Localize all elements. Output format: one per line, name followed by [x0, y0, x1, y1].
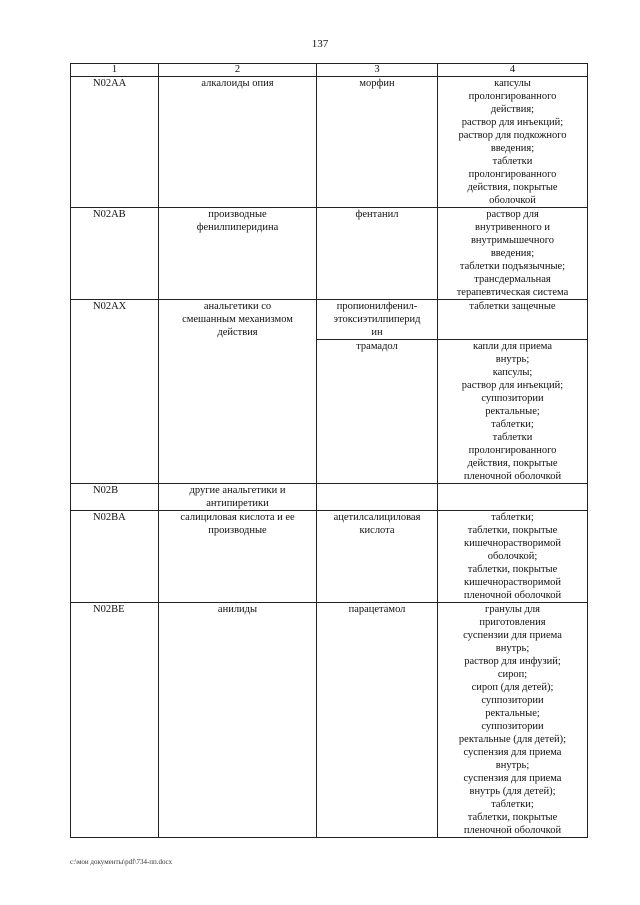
table-row — [71, 511, 588, 603]
substance-name-cell — [317, 208, 438, 300]
substance-name-cell — [317, 484, 438, 511]
atc-code-cell: N02AB — [71, 208, 159, 300]
dosage-form-line: суспензия для приема — [463, 773, 562, 784]
group-name-line: антипиретики — [206, 498, 269, 509]
atc-code-cell: N02BE — [71, 603, 159, 838]
dosage-form-line: трансдермальная — [474, 274, 551, 285]
dosage-form-line: суппозитории — [481, 695, 544, 706]
dosage-form-line: внутримышечного — [470, 235, 555, 246]
atc-code-cell: N02B — [71, 484, 159, 511]
substance-name-line: морфин — [359, 78, 395, 89]
group-name-line: фенилпиперидина — [196, 222, 279, 233]
header-cell-2: 2 — [159, 64, 317, 77]
dosage-form-line: пролонгированного — [468, 91, 557, 102]
dosage-form-line: таблетки защечные — [469, 301, 556, 312]
substance-name-cell — [317, 603, 438, 838]
substance-name-line: фентанил — [355, 209, 399, 220]
substance-name-cell — [317, 77, 438, 208]
group-name-line: другие анальгетики и — [189, 485, 286, 496]
group-name-cell — [159, 208, 317, 300]
substance-name-cell — [317, 340, 438, 484]
dosage-form-line: раствор для инфузий; — [464, 656, 561, 667]
dosage-form-line: раствор для — [486, 209, 539, 220]
dosage-form-line: пролонгированного — [468, 445, 557, 456]
dosage-form-line: сироп (для детей); — [471, 682, 554, 693]
group-name-line: производные — [208, 525, 267, 536]
group-name-line: производные — [208, 209, 267, 220]
group-name-cell — [159, 484, 317, 511]
substance-name-line: этоксиэтилпиперид — [333, 314, 421, 325]
dosage-form-line: суспензии для приема — [463, 630, 562, 641]
dosage-form-line: раствор для подкожного — [458, 130, 567, 141]
dosage-form-line: кишечнорастворимой — [463, 577, 562, 588]
dosage-forms-cell — [438, 208, 588, 300]
header-cell-4: 4 — [438, 64, 588, 77]
dosage-form-line: действия, покрытые — [467, 458, 558, 469]
footer-file-path: c:\мои документы\pdf\734-пп.docx — [70, 858, 173, 866]
atc-code-cell: N02BA — [71, 511, 159, 603]
dosage-forms-cell — [438, 77, 588, 208]
dosage-form-line: внутривенного и — [475, 222, 550, 233]
dosage-forms-cell — [438, 484, 588, 511]
dosage-form-line: таблетки; — [491, 419, 534, 430]
dosage-form-line: гранулы для — [485, 604, 540, 615]
dosage-form-line: ректальные; — [485, 406, 540, 417]
header-cell-3: 3 — [317, 64, 438, 77]
dosage-form-line: капсулы; — [492, 367, 533, 378]
dosage-form-line: суппозитории — [481, 393, 544, 404]
group-name-line: смешанным механизмом — [182, 314, 293, 325]
dosage-form-line: оболочкой — [489, 195, 536, 206]
drug-table — [70, 63, 588, 838]
dosage-form-line: таблетки, покрытые — [467, 525, 558, 536]
dosage-form-line: пленочной оболочкой — [463, 471, 562, 482]
substance-name-line: парацетамол — [348, 604, 406, 615]
dosage-form-line: терапевтическая система — [456, 287, 569, 298]
dosage-form-line: оболочкой; — [487, 551, 538, 562]
dosage-form-line: капли для приема — [473, 341, 552, 352]
dosage-form-line: раствор для инъекций; — [461, 380, 564, 391]
dosage-form-line: кишечнорастворимой — [463, 538, 562, 549]
dosage-form-line: таблетки — [492, 432, 533, 443]
group-name-cell — [159, 511, 317, 603]
dosage-form-line: внутрь; — [495, 643, 530, 654]
group-name-line: действия — [217, 327, 258, 338]
dosage-forms-cell — [438, 603, 588, 838]
dosage-form-line: внутрь; — [495, 760, 530, 771]
table-row — [71, 484, 588, 511]
group-name-line: анилиды — [217, 604, 258, 615]
dosage-form-line: ректальные (для детей); — [458, 734, 567, 745]
group-name-line: салициловая кислота и ее — [180, 512, 295, 523]
table-row — [71, 300, 588, 340]
atc-code-cell: N02AX — [71, 300, 159, 484]
group-name-cell — [159, 77, 317, 208]
dosage-form-line: раствор для инъекций; — [461, 117, 564, 128]
dosage-form-line: сироп; — [497, 669, 528, 680]
substance-name-cell — [317, 300, 438, 340]
table-row — [71, 77, 588, 208]
dosage-form-line: таблетки, покрытые — [467, 564, 558, 575]
dosage-forms-cell — [438, 300, 588, 340]
group-name-cell — [159, 603, 317, 838]
substance-name-line: ин — [371, 327, 383, 338]
dosage-form-line: внутрь; — [495, 354, 530, 365]
dosage-form-line: ректальные; — [485, 708, 540, 719]
dosage-form-line: введения; — [490, 143, 535, 154]
substance-name-line: трамадол — [356, 341, 398, 352]
atc-code-cell: N02AA — [71, 77, 159, 208]
dosage-form-line: таблетки подъязычные; — [459, 261, 566, 272]
group-name-line: алкалоиды опия — [201, 78, 274, 89]
dosage-form-line: таблетки; — [491, 512, 534, 523]
header-cell-1: 1 — [71, 64, 159, 77]
group-name-cell — [159, 300, 317, 484]
dosage-form-line: пленочной оболочкой — [463, 825, 562, 836]
dosage-form-line: действия, покрытые — [467, 182, 558, 193]
dosage-form-line: таблетки; — [491, 799, 534, 810]
substance-name-line: ацетилсалициловая — [333, 512, 421, 523]
dosage-form-line: суспензия для приема — [463, 747, 562, 758]
page-number: 137 — [311, 38, 329, 50]
dosage-forms-cell — [438, 340, 588, 484]
dosage-form-line: таблетки — [492, 156, 533, 167]
dosage-form-line: введения; — [490, 248, 535, 259]
dosage-form-line: действия; — [490, 104, 535, 115]
dosage-form-line: суппозитории — [481, 721, 544, 732]
table-row — [71, 208, 588, 300]
dosage-form-line: приготовления — [479, 617, 546, 628]
substance-name-cell — [317, 511, 438, 603]
substance-name-line: пропионилфенил- — [336, 301, 418, 312]
group-name-line: анальгетики со — [203, 301, 272, 312]
dosage-form-line: пролонгированного — [468, 169, 557, 180]
dosage-form-line: капсулы — [494, 78, 531, 89]
table-header-row — [71, 64, 588, 77]
dosage-form-line: таблетки, покрытые — [467, 812, 558, 823]
dosage-forms-cell — [438, 511, 588, 603]
dosage-form-line: внутрь (для детей); — [469, 786, 556, 797]
substance-name-line: кислота — [359, 525, 395, 536]
table-row — [71, 603, 588, 838]
dosage-form-line: пленочной оболочкой — [463, 590, 562, 601]
